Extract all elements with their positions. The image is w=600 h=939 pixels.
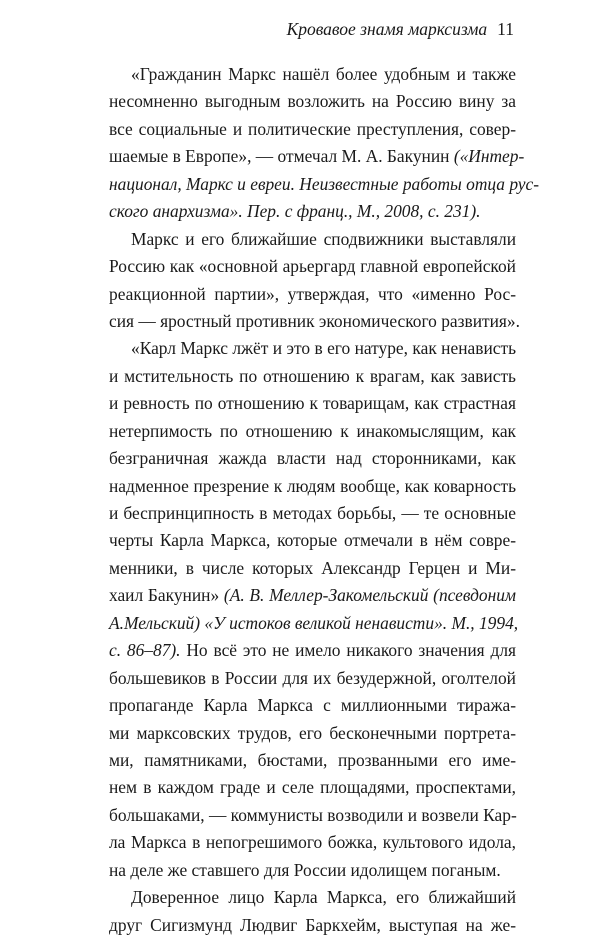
line-text: пропаганде Карла Маркса с миллионными тиража-: [109, 695, 516, 716]
text-line: [109, 637, 516, 664]
text-line: [109, 363, 516, 390]
line-text: реакционной партии», утверждая, что «именно Рос-: [109, 283, 516, 304]
line-text: надменное презрение к людям вообще, как коварность: [109, 475, 516, 496]
citation-text: национал, Маркс и евреи. Неизвестные работы отца рус-: [109, 173, 540, 194]
line-text: «Гражданин Маркс нашёл более удобным и также: [131, 64, 516, 84]
text-line: [109, 253, 516, 280]
line-text: сия — яростный противник экономического развития».: [109, 310, 520, 331]
text-line: [109, 308, 520, 335]
line-text: менники, в числе которых Александр Герцен и Ми-: [109, 557, 516, 578]
text-line: [109, 445, 516, 472]
text-line: [109, 774, 516, 801]
line-text: большаками, — коммунисты возводили и возвели Кар-: [109, 804, 517, 825]
text-line: [109, 198, 516, 225]
line-text: Маркс и его ближайшие сподвижники выставляли: [131, 228, 516, 249]
text-line: [109, 226, 516, 253]
running-title: Кровавое знамя марксизма: [286, 19, 488, 39]
line-text: несомненно выгодным возложить на Россию вину за: [109, 91, 516, 112]
text-line: [109, 390, 516, 417]
text-line: [109, 527, 516, 554]
line-text: безграничная жажда власти над сторонниками, как: [109, 448, 516, 469]
page-number: 11: [497, 19, 514, 39]
text-line: [109, 692, 516, 719]
line-text: «Карл Маркс лжёт и это в его натуре, как ненависть: [131, 338, 516, 359]
text-line: [109, 473, 516, 500]
text-line: [109, 500, 516, 527]
line-text: все социальные и политические преступления, совер-: [109, 118, 516, 139]
line-text: шаемые в Европе», — отмечал М. А. Бакунин: [109, 146, 454, 167]
text-line: [109, 335, 516, 362]
running-header: [110, 18, 514, 40]
text-line: [109, 555, 516, 582]
line-text: большевиков в России для их безудержной, оголтелой: [109, 667, 516, 688]
text-line: [109, 912, 516, 939]
citation-text: ского анархизма». Пер. с франц., М., 2008, с. 231).: [109, 201, 481, 222]
body-text: [109, 61, 540, 939]
text-line: [109, 61, 516, 88]
line-text: друг Сигизмунд Людвиг Баркхейм, выступая на же-: [109, 914, 516, 935]
text-line: [109, 281, 516, 308]
citation-text: А.Мельский) «У истоков великой ненависти». М., 1994,: [109, 612, 519, 633]
text-line: [109, 418, 516, 445]
text-line: [109, 857, 516, 884]
line-text: и ревность по отношению к товарищам, как страстная: [109, 393, 516, 414]
text-line: [109, 610, 519, 637]
line-text: Россию как «основной арьергард главной европейской: [109, 256, 516, 277]
line-text: нем в каждом граде и селе площадями, проспектами,: [109, 777, 516, 798]
text-line: [109, 720, 516, 747]
line-text: ми, памятниками, бюстами, прозванными его имe-: [109, 749, 516, 770]
line-text: и беспринципность в методах борьбы, — те основные: [109, 503, 516, 523]
line-text: Доверенное лицо Карла Маркса, его ближайший: [131, 887, 516, 908]
line-text: черты Карла Маркса, которые отмечали в нём совре-: [109, 530, 516, 551]
line-text: хаил Бакунин»: [109, 585, 224, 606]
citation-text: (А. В. Меллер-Закомельский (псевдоним: [223, 585, 516, 606]
line-text: ми марксовских трудов, его бесконечными портрета-: [109, 722, 516, 743]
line-text: ла Маркса в непогрешимого божка, культового идола,: [109, 832, 516, 853]
text-line: [109, 747, 516, 774]
text-line: [109, 143, 525, 170]
text-line: [109, 116, 516, 143]
text-line: [109, 829, 516, 856]
text-line: [109, 802, 516, 829]
text-line: [109, 884, 516, 911]
line-text: на деле же ставшего для России идолищем поганым.: [109, 859, 501, 880]
citation-text: («Интер-: [453, 146, 525, 167]
line-text: нетерпимость по отношению к инакомыслящим, как: [109, 420, 516, 441]
text-line: [109, 582, 516, 609]
line-text: Но всё это не имело никакого значения для: [180, 640, 516, 661]
citation-text: с. 86–87).: [109, 640, 181, 661]
line-text: и мстительность по отношению к врагам, как зависть: [109, 365, 516, 386]
text-line: [109, 171, 540, 198]
text-line: [109, 665, 516, 692]
text-line: [109, 88, 516, 115]
